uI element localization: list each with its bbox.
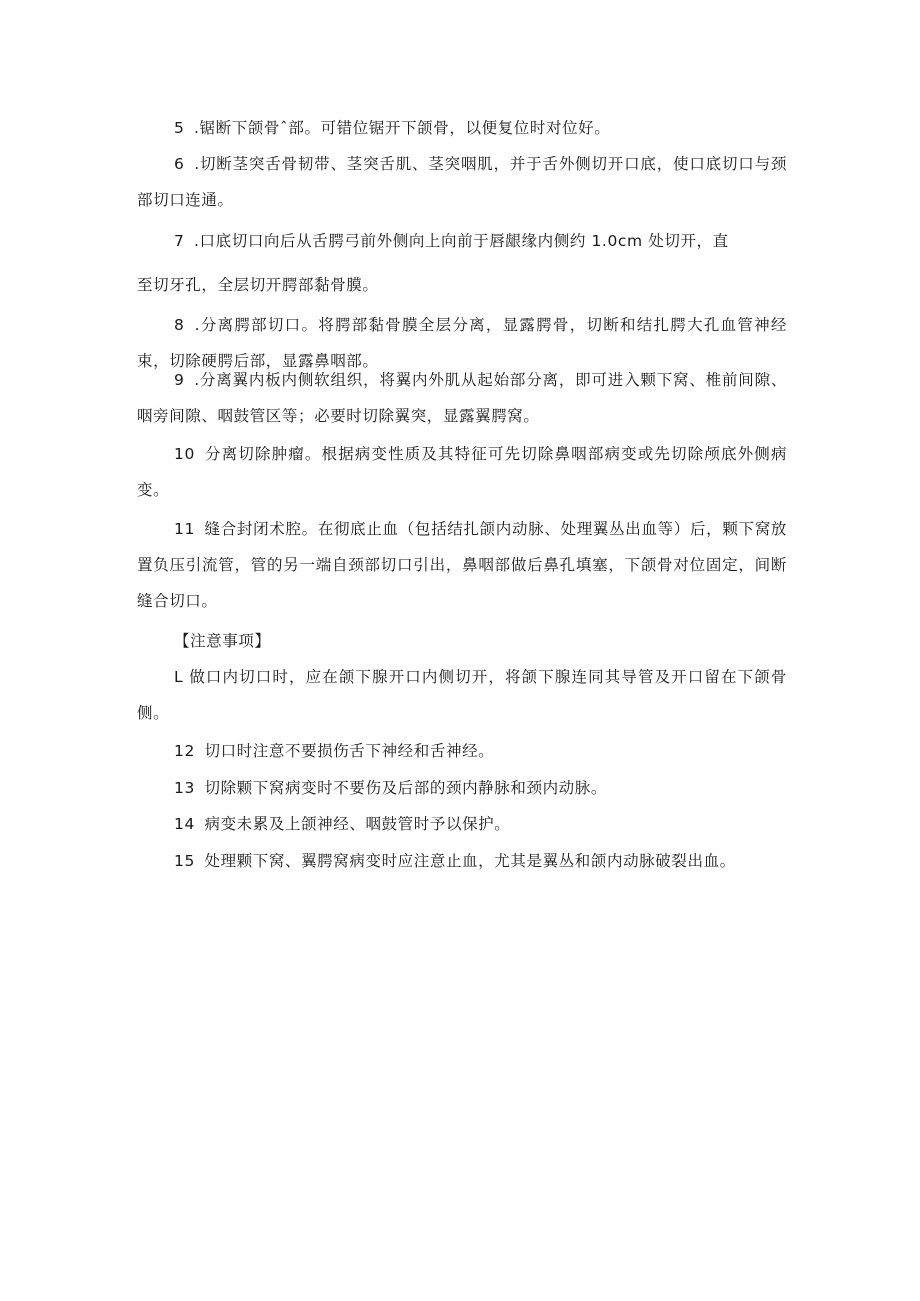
step-number: 9 (174, 371, 185, 389)
step-text: 缝合封闭术腔。在彻底止血（包括结扎颌内动脉、处理翼丛出血等）后，颗下窝放置负压引流管，管的另一端自颈部切口引出，鼻咽部做后鼻孔填塞，下颌骨对位固定，间断缝合切口。 (137, 520, 787, 610)
step-text: .锯断下颌骨ˆ部。可错位锯开下颌骨，以便复位时对位好。 (188, 119, 611, 137)
step-7-paragraph-line-1 (137, 223, 787, 259)
note-13-paragraph (137, 770, 787, 806)
step-11-paragraph (137, 511, 787, 619)
note-number: 15 (174, 852, 195, 870)
step-6-paragraph (137, 146, 787, 218)
step-text: .切断茎突舌骨韧带、茎突舌肌、茎突咽肌，并于舌外侧切开口底，使口底切口与颈部切口连通。 (137, 155, 787, 209)
step-5-paragraph (137, 110, 787, 146)
note-number: 12 (174, 742, 195, 760)
step-text: .分离腭部切口。将腭部黏骨膜全层分离，显露腭骨，切断和结扎腭大孔血管神经束，切除硬腭后部，显露鼻咽部。 (137, 316, 787, 370)
step-10-paragraph (137, 436, 787, 508)
section-heading: 【注意事项】 (174, 632, 271, 650)
note-text: 处理颗下窝、翼腭窝病变时应注意止血，尤其是翼丛和颌内动脉破裂出血。 (198, 852, 736, 870)
note-number: 13 (174, 779, 195, 797)
step-text: .口底切口向后从舌腭弓前外侧向上向前于唇龈缘内侧约 1.0cm 处切开，直 (188, 232, 729, 250)
note-14-paragraph (137, 806, 787, 842)
note-12-paragraph (137, 733, 787, 769)
notes-heading (174, 623, 824, 659)
note-15-paragraph (137, 843, 787, 879)
note-number: 14 (174, 815, 195, 833)
step-text: 至切牙孔，全层切开腭部黏骨膜。 (137, 276, 379, 294)
note-l-paragraph (137, 659, 787, 731)
step-number: 11 (174, 520, 195, 538)
step-text: 分离切除肿瘤。根据病变性质及其特征可先切除鼻咽部病变或先切除颅底外侧病变。 (137, 445, 787, 499)
step-number: 8 (174, 316, 185, 334)
step-text: .分离翼内板内侧软组织，将翼内外肌从起始部分离，即可进入颗下窝、椎前间隙、咽旁间隙、咽鼓管区等；必要时切除翼突，显露翼腭窝。 (137, 371, 787, 425)
note-text: L 做口内切口时，应在颌下腺开口内侧切开，将颌下腺连同其导管及开口留在下颌骨侧。 (137, 668, 787, 722)
step-number: 7 (174, 232, 185, 250)
step-number: 10 (174, 445, 195, 463)
note-text: 切口时注意不要损伤舌下神经和舌神经。 (198, 742, 495, 760)
step-number: 6 (174, 155, 185, 173)
note-text: 病变未累及上颌神经、咽鼓管时予以保护。 (198, 815, 511, 833)
step-number: 5 (174, 119, 185, 137)
step-9-paragraph (137, 362, 787, 434)
step-7-paragraph-line-2 (137, 267, 787, 303)
note-text: 切除颗下窝病变时不要伤及后部的颈内静脉和颈内动脉。 (198, 779, 607, 797)
